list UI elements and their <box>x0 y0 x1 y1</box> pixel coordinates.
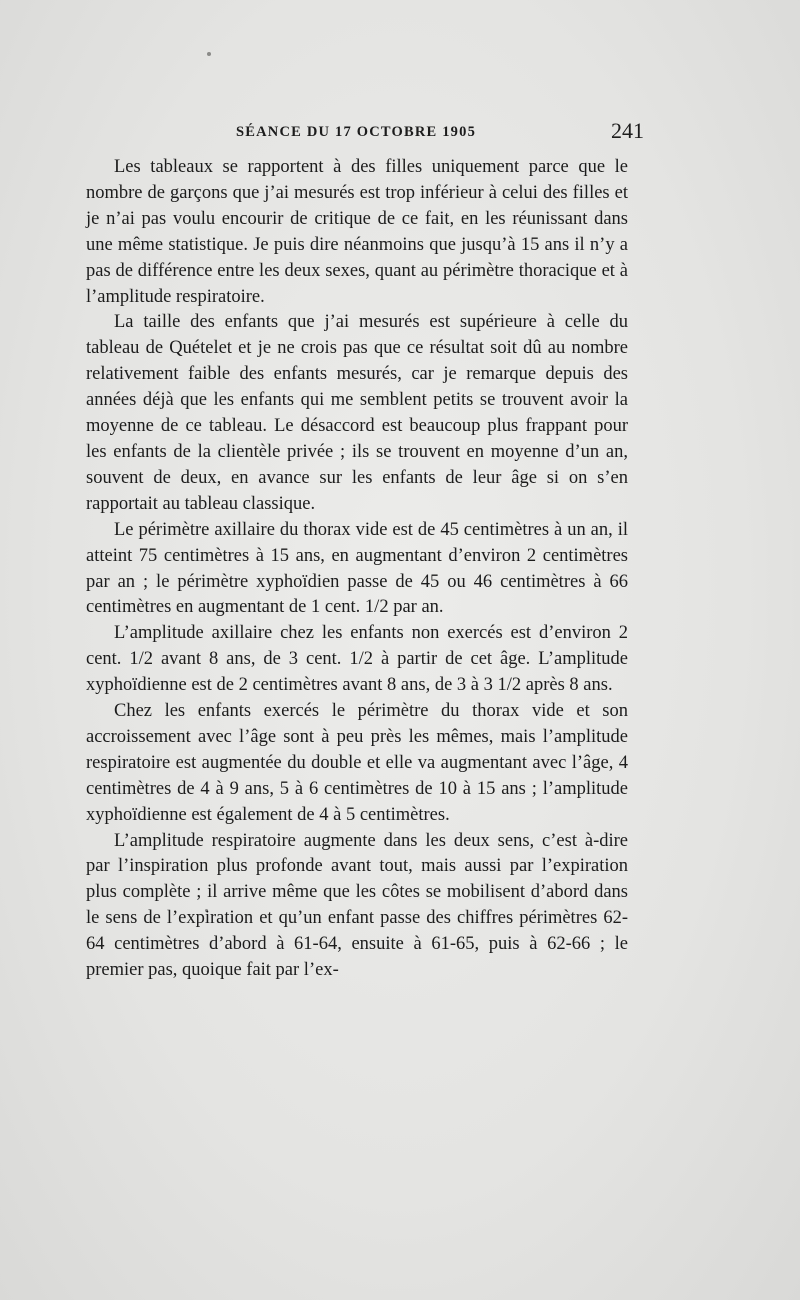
paragraph: Chez les enfants exercés le périmètre du thorax vide et son accroissement avec l’âge sont à peu près les mêmes, mais l’amplitude respiratoire est augmentée du double et elle va augmentant avec l’âge, 4 centimètres de 4 à 9 ans, 5 à 6 centimètres de 10 à 15 ans ; l’amplitude xyphoïdienne est également de 4 à 5 centimètres. <box>86 701 628 825</box>
paragraph: L’amplitude axillaire chez les enfants non exercés est d’environ 2 cent. 1/2 avant 8 ans, de 3 cent. 1/2 à partir de cet âge. L’amplitude xyphoïdienne est de 2 centimètres avant 8 ans, de 3 à 3 1/2 après 8 ans. <box>86 623 628 696</box>
print-speck <box>207 52 211 56</box>
running-title: SÉANCE DU 17 OCTOBRE 1905 <box>236 124 477 140</box>
paragraph: L’amplitude respiratoire augmente dans les deux sens, c’est à-dire par l’inspiration plus profonde avant tout, mais aussi par l’expiration plus complète ; il arrive même que les côtes se mobilisent d’abord dans le sens de l’expiration et qu’un enfant passe des chiffres périmètres 62-64 centimètres d’abord à 61-64, ensuite à 61-65, puis à 62-66 ; le premier pas, quoique fait par l’ex- <box>86 830 628 981</box>
running-header <box>236 118 644 148</box>
paragraph: Les tableaux se rapportent à des filles uniquement parce que le nombre de garçons que j’ai mesurés est trop inférieur à celui des filles et je n’ai pas voulu encourir de critique de ce fait, en les réunissant dans une même statistique. Je puis dire néanmoins que jusqu’à 15 ans il n’y a pas de différence entre les deux sexes, quant au périmètre thoracique et à l’amplitude respiratoire. <box>86 157 628 307</box>
paragraph: Le périmètre axillaire du thorax vide est de 45 centimètres à un an, il atteint 75 centimètres à 15 ans, en augmentant d’environ 2 centimètres par an ; le périmètre xyphoïdien passe de 45 ou 46 centimètres à 66 centimètres en augmentant de 1 cent. 1/2 par an. <box>86 519 628 618</box>
page-number: 241 <box>611 118 644 143</box>
paragraph: La taille des enfants que j’ai mesurés est supérieure à celle du tableau de Quételet et je ne crois pas que ce résultat soit dû au nombre relativement faible des enfants mesurés, car je remarque depuis des années déjà que les enfants qui me semblent petits se trouvent avoir la moyenne de ce tableau. Le désaccord est beaucoup plus frappant pour les enfants de la clientèle privée ; ils se trouvent en moyenne d’un an, souvent de deux, en avance sur les enfants de leur âge si on s’en rapportait au tableau classique. <box>86 312 628 514</box>
body-text <box>86 155 628 984</box>
